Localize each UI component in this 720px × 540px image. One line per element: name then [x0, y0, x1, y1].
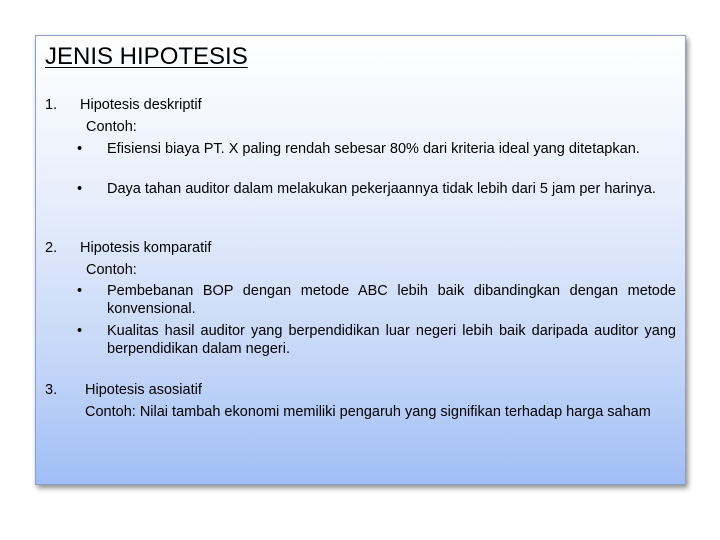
section-2-bullet-1: Pembebanan BOP dengan metode ABC lebih baik dibandingkan dengan metode konvensional. — [107, 283, 676, 317]
bullet-icon: • — [77, 141, 83, 157]
section-1-number: 1. — [45, 97, 58, 113]
section-3-contoh: Contoh: Nilai tambah ekonomi memiliki pengaruh yang signifikan terhadap harga saham — [85, 404, 651, 420]
section-2-contoh: Contoh: — [86, 262, 137, 278]
slide-title: JENIS HIPOTESIS — [45, 43, 248, 70]
section-3-heading: Hipotesis asosiatif — [85, 382, 202, 398]
section-3-number: 3. — [45, 382, 58, 398]
section-2-bullet-2: Kualitas hasil auditor yang berpendidikan luar negeri lebih baik daripada auditor yang berpendidikan dalam negeri. — [107, 323, 676, 357]
section-1-bullet-1: Efisiensi biaya PT. X paling rendah sebesar 80% dari kriteria ideal yang ditetapkan. — [107, 141, 640, 157]
section-1-bullet-2: Daya tahan auditor dalam melakukan pekerjaannya tidak lebih dari 5 jam per harinya. — [107, 181, 656, 197]
bullet-icon: • — [77, 181, 83, 197]
section-1-contoh: Contoh: — [86, 119, 137, 135]
content-box — [35, 35, 686, 485]
section-1-heading: Hipotesis deskriptif — [80, 97, 202, 113]
bullet-icon: • — [77, 323, 83, 339]
section-2-number: 2. — [45, 240, 58, 256]
section-2-heading: Hipotesis komparatif — [80, 240, 212, 256]
bullet-icon: • — [77, 283, 83, 299]
